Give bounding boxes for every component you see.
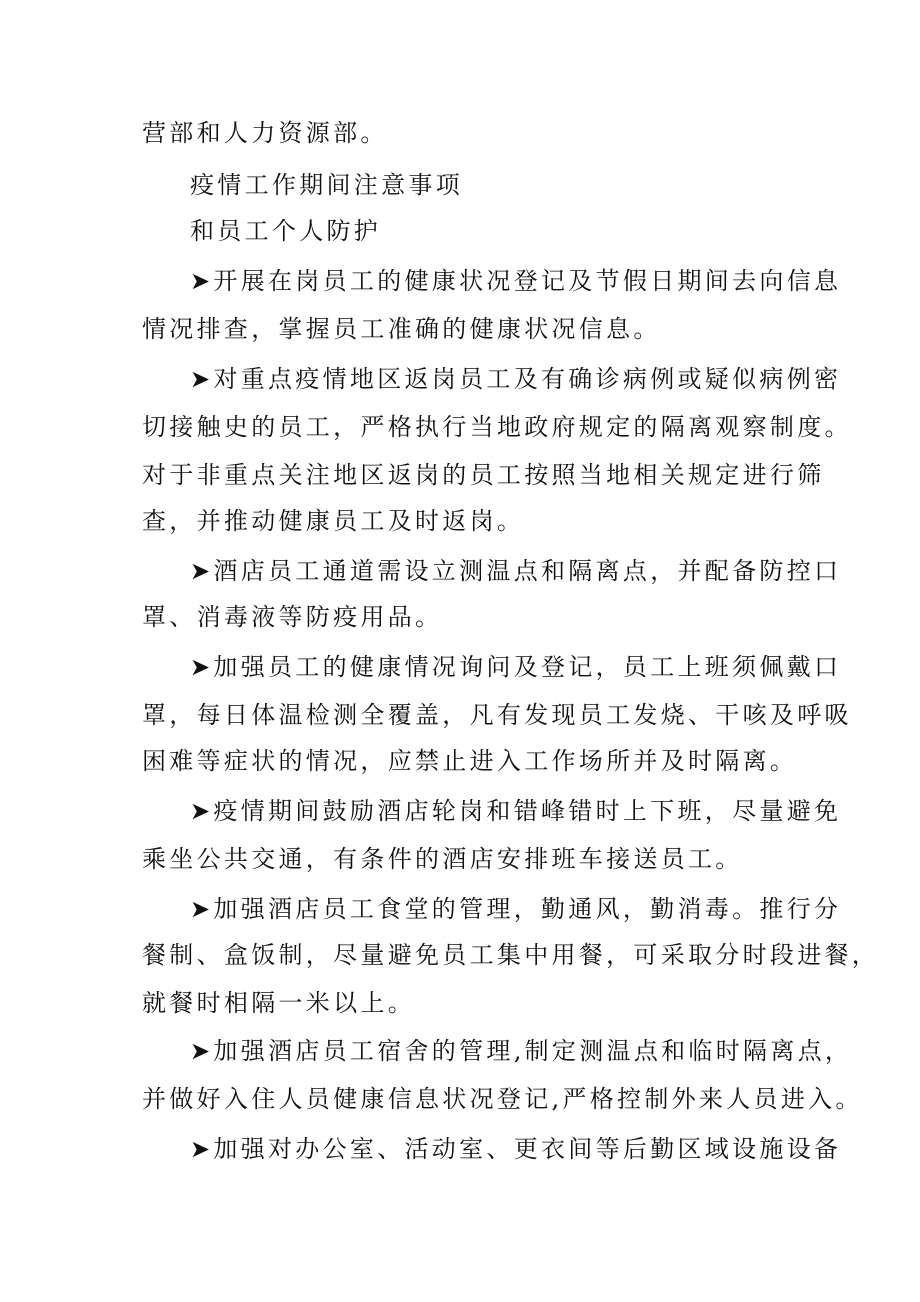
bullet-item-2-line-4: 查，并推动健康员工及时返岗。 — [142, 507, 525, 535]
bullet-item-7-line-1: ➤加强酒店员工宿舍的管理,制定测温点和临时隔离点， — [190, 1037, 853, 1065]
bullet-item-5-line-2: 乘坐公共交通，有条件的酒店安排班车接送员工。 — [142, 845, 743, 873]
bullet-item-6-line-2: 餐制、盒饭制，尽量避免员工集中用餐，可采取分时段进餐， — [142, 941, 880, 969]
bullet-item-2-line-1: ➤对重点疫情地区返岗员工及有确诊病例或疑似病例密 — [190, 365, 842, 393]
bullet-item-4-line-3: 困难等症状的情况，应禁止进入工作场所并及时隔离。 — [142, 747, 798, 775]
text-line-continuation: 营部和人力资源部。 — [142, 119, 388, 147]
bullet-item-1-line-1: ➤开展在岗员工的健康状况登记及节假日期间去向信息 — [190, 267, 842, 295]
bullet-item-1-line-2: 情况排查，掌握员工准确的健康状况信息。 — [142, 315, 661, 343]
bullet-item-6-line-3: 就餐时相隔一米以上。 — [142, 989, 415, 1017]
bullet-item-4-line-2: 罩，每日体温检测全覆盖，凡有发现员工发烧、干咳及呼吸 — [142, 701, 852, 729]
bullet-item-6-line-1: ➤加强酒店员工食堂的管理，勤通风，勤消毒。推行分 — [190, 895, 842, 923]
bullet-item-3-line-1: ➤酒店员工通道需设立测温点和隔离点，并配备防控口 — [190, 557, 842, 585]
bullet-item-8-line-1: ➤加强对办公室、活动室、更衣间等后勤区域设施设备 — [190, 1135, 842, 1163]
bullet-item-2-line-2: 切接触史的员工，严格执行当地政府规定的隔离观察制度。 — [142, 413, 852, 441]
bullet-item-5-line-1: ➤疫情期间鼓励酒店轮岗和错峰错时上下班，尽量避免 — [190, 797, 842, 825]
bullet-item-2-line-3: 对于非重点关注地区返岗的员工按照当地相关规定进行筛 — [142, 461, 825, 489]
bullet-item-4-line-1: ➤加强员工的健康情况询问及登记，员工上班须佩戴口 — [190, 653, 842, 681]
section-heading-line-1: 疫情工作期间注意事项 — [190, 171, 463, 199]
bullet-item-7-line-2: 并做好入住人员健康信息状况登记,严格控制外来人员进入。 — [142, 1085, 863, 1113]
bullet-item-3-line-2: 罩、消毒液等防疫用品。 — [142, 603, 443, 631]
section-heading-line-2: 和员工个人防护 — [190, 217, 382, 245]
